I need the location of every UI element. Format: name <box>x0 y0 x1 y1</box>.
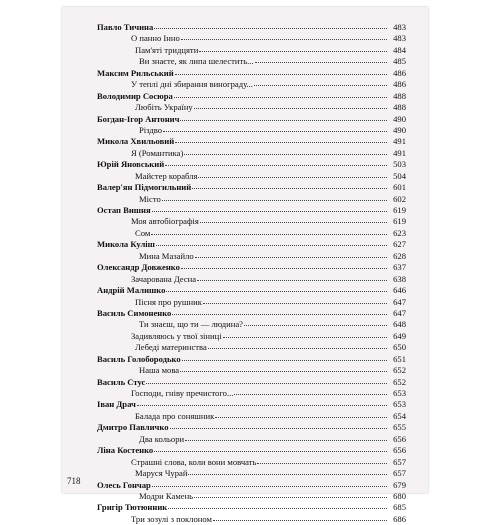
entry-page-number: 602 <box>393 193 406 204</box>
dot-leader <box>199 50 387 52</box>
dot-leader <box>234 393 387 395</box>
entry-page-number: 601 <box>393 182 406 193</box>
dot-leader <box>175 141 387 143</box>
toc-author-entry <box>89 445 406 456</box>
work-title: Любіть Україну <box>135 102 193 113</box>
dot-leader <box>255 61 387 63</box>
toc-title-entry <box>89 56 406 67</box>
author-name: Валер'ян Підмогильний <box>97 182 192 193</box>
entry-page-number: 652 <box>393 365 406 376</box>
author-name: Ліна Костенко <box>97 445 154 456</box>
work-title: Страшні слова, коли вони мовчать <box>131 456 257 467</box>
dot-leader <box>188 473 387 475</box>
toc-title-entry <box>89 468 406 479</box>
work-title: Господи, гніву пречистого... <box>131 388 234 398</box>
dot-leader <box>213 519 387 521</box>
work-title: Моя автобіографія <box>131 216 199 227</box>
entry-page-number: 483 <box>393 22 406 32</box>
toc-title-entry <box>89 148 406 159</box>
toc-author-entry <box>89 114 406 125</box>
entry-page-number: 491 <box>393 136 406 147</box>
work-title: Я (Романтика) <box>131 147 184 158</box>
dot-leader <box>215 416 387 418</box>
dot-leader <box>166 290 387 292</box>
work-title: Задивляюсь у твої зіниці <box>131 330 222 341</box>
dot-leader <box>200 221 387 223</box>
work-title: Модри Камень <box>139 490 194 501</box>
entry-page-number: 653 <box>393 399 406 410</box>
toc-author-entry <box>89 399 406 410</box>
dot-leader <box>168 507 387 509</box>
dot-leader <box>162 199 387 201</box>
entry-page-number: 628 <box>393 250 406 261</box>
entry-page-number: 657 <box>393 468 406 479</box>
toc-title-entry <box>89 194 406 205</box>
work-title: Ви знаєте, як липа шелестить... <box>139 56 254 67</box>
dot-leader <box>184 153 387 155</box>
entry-page-number: 647 <box>393 307 406 318</box>
dot-leader <box>154 450 387 452</box>
entry-page-number: 485 <box>393 56 406 67</box>
toc-author-entry <box>89 354 406 365</box>
author-name: Остап Вишня <box>97 205 151 215</box>
entry-page-number: 656 <box>393 433 406 444</box>
entry-page-number: 679 <box>393 479 406 490</box>
dot-leader <box>152 485 387 487</box>
toc-title-entry <box>89 102 406 113</box>
toc-title-entry <box>89 216 406 227</box>
author-name: Василь Симоненко <box>97 307 172 318</box>
toc-author-entry <box>89 377 406 388</box>
author-name: Максим Рильський <box>97 67 174 78</box>
author-name: Микола Куліш <box>97 239 155 250</box>
dot-leader <box>254 84 387 86</box>
dot-leader <box>198 176 387 178</box>
entry-page-number: 490 <box>393 113 406 124</box>
dot-leader <box>175 73 387 75</box>
work-title: Мина Мазайло <box>139 250 194 261</box>
entry-page-number: 503 <box>393 159 406 170</box>
dot-leader <box>152 210 387 212</box>
work-title: Зачарована Десна <box>131 273 197 284</box>
author-name: Василь Стус <box>97 376 146 387</box>
entry-page-number: 656 <box>393 445 406 456</box>
dot-leader <box>197 279 387 281</box>
dot-leader <box>223 336 387 338</box>
dot-leader <box>257 462 387 464</box>
entry-page-number: 483 <box>393 33 406 44</box>
entry-page-number: 504 <box>393 170 406 181</box>
dot-leader <box>170 427 387 429</box>
entry-page-number: 653 <box>393 388 406 398</box>
dot-leader <box>194 107 387 109</box>
entry-page-number: 686 <box>393 513 406 524</box>
entry-page-number: 484 <box>393 44 406 55</box>
dot-leader <box>203 302 387 304</box>
dot-leader <box>151 233 387 235</box>
dot-leader <box>181 38 387 40</box>
toc-author-entry <box>89 159 406 170</box>
toc-author-entry <box>89 262 406 273</box>
toc-author-entry <box>89 182 406 193</box>
dot-leader <box>244 324 387 326</box>
author-name: Андрій Малишко <box>97 285 166 296</box>
page-number: 718 <box>67 476 81 486</box>
toc-author-entry <box>89 239 406 250</box>
work-title: Майстер корабля <box>135 170 198 181</box>
dot-leader <box>208 347 387 349</box>
toc-author-entry <box>89 308 406 319</box>
entry-page-number: 490 <box>393 124 406 135</box>
toc-author-entry <box>89 285 406 296</box>
toc-author-entry <box>89 22 406 33</box>
author-name: Юрій Яновський <box>97 159 165 170</box>
dot-leader <box>154 27 387 29</box>
toc-title-entry <box>89 79 406 90</box>
entry-page-number: 650 <box>393 342 406 353</box>
work-title: Місто <box>139 193 161 204</box>
toc-title-entry <box>89 365 406 376</box>
entry-page-number: 488 <box>393 102 406 113</box>
entry-page-number: 486 <box>393 67 406 78</box>
toc-title-entry <box>89 251 406 262</box>
toc-author-entry <box>89 205 406 216</box>
dot-leader <box>165 164 387 166</box>
dot-leader <box>146 382 387 384</box>
entry-page-number: 649 <box>393 330 406 341</box>
work-title: Пам'яті тридцяти <box>135 44 199 55</box>
toc-title-entry <box>89 33 406 44</box>
toc-title-entry <box>89 45 406 56</box>
toc-author-entry <box>89 91 406 102</box>
toc-title-entry <box>89 342 406 353</box>
entry-page-number: 680 <box>393 490 406 501</box>
toc-author-entry <box>89 136 406 147</box>
entry-page-number: 491 <box>393 147 406 158</box>
dot-leader <box>172 313 387 315</box>
author-name: Олександр Довженко <box>97 262 180 273</box>
toc-title-entry <box>89 171 406 182</box>
entry-page-number: 646 <box>393 285 406 296</box>
work-title: О панно Інно <box>131 33 180 44</box>
entry-page-number: 488 <box>393 90 406 101</box>
work-title: Маруся Чурай <box>135 468 188 479</box>
toc-title-entry <box>89 457 406 468</box>
author-name: Олесь Гончар <box>97 479 151 490</box>
book-page <box>62 7 428 524</box>
work-title: Лебеді материнства <box>135 342 207 353</box>
author-name: Іван Драч <box>97 399 136 410</box>
dot-leader <box>182 359 387 361</box>
dot-leader <box>194 496 387 498</box>
work-title: Сом <box>135 227 151 238</box>
toc-author-entry <box>89 480 406 491</box>
dot-leader <box>137 404 387 406</box>
work-title: Три зозулі з поклоном <box>131 513 212 524</box>
entry-page-number: 647 <box>393 296 406 307</box>
entry-page-number: 619 <box>393 205 406 215</box>
toc-author-entry <box>89 502 406 513</box>
toc-title-entry <box>89 297 406 308</box>
dot-leader <box>195 256 387 258</box>
toc-title-entry <box>89 274 406 285</box>
toc-title-entry <box>89 434 406 445</box>
author-name: Василь Голобородько <box>97 353 181 364</box>
toc-author-entry <box>89 422 406 433</box>
entry-page-number: 637 <box>393 262 406 273</box>
entry-page-number: 652 <box>393 376 406 387</box>
entry-page-number: 651 <box>393 353 406 364</box>
author-name: Володимир Сосюра <box>97 90 173 101</box>
toc-author-entry <box>89 68 406 79</box>
entry-page-number: 638 <box>393 273 406 284</box>
entry-page-number: 657 <box>393 456 406 467</box>
dot-leader <box>181 267 387 269</box>
work-title: Пісня про рушник <box>135 296 202 307</box>
entry-page-number: 685 <box>393 502 406 513</box>
work-title: У теплі дні збирання винограду... <box>131 79 253 90</box>
dot-leader <box>180 370 387 372</box>
work-title: Ти знаєш, що ти — людина? <box>139 319 243 330</box>
entry-page-number: 655 <box>393 422 406 433</box>
toc-title-entry <box>89 228 406 239</box>
toc-title-entry <box>89 491 406 502</box>
work-title: Наша мова <box>139 365 180 376</box>
dot-leader <box>192 187 387 189</box>
toc-title-entry <box>89 388 406 399</box>
toc-title-entry <box>89 411 406 422</box>
entry-page-number: 648 <box>393 319 406 330</box>
toc-title-entry <box>89 125 406 136</box>
dot-leader <box>174 96 387 98</box>
work-title: Два кольори <box>139 433 185 444</box>
toc-title-entry <box>89 331 406 342</box>
table-of-contents <box>89 22 406 525</box>
entry-page-number: 654 <box>393 410 406 421</box>
work-title: Різдво <box>139 124 163 135</box>
dot-leader <box>163 130 387 132</box>
toc-title-entry <box>89 319 406 330</box>
author-name: Микола Хвильовий <box>97 136 175 147</box>
author-name: Дмитро Павличко <box>97 422 169 433</box>
entry-page-number: 623 <box>393 227 406 238</box>
author-name: Григір Тютюнник <box>97 502 168 513</box>
toc-title-entry <box>89 514 406 525</box>
entry-page-number: 619 <box>393 216 406 227</box>
entry-page-number: 486 <box>393 79 406 90</box>
work-title: Балада про соняшник <box>135 410 215 421</box>
dot-leader <box>180 119 387 121</box>
author-name: Богдан-Ігор Антонич <box>97 113 180 124</box>
dot-leader <box>156 244 387 246</box>
entry-page-number: 627 <box>393 239 406 250</box>
author-name: Павло Тичина <box>97 22 154 32</box>
dot-leader <box>185 439 387 441</box>
